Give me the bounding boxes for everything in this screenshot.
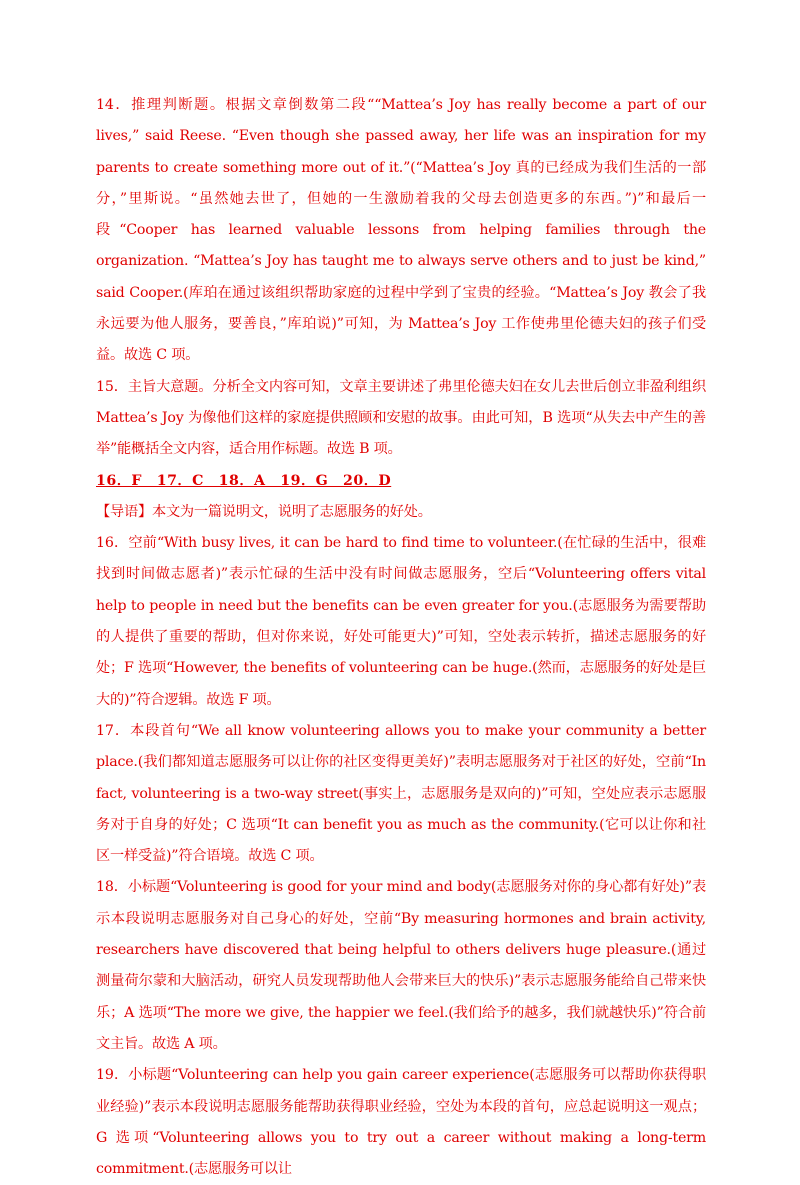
explanation-q18: 18．小标题“Volunteering is good for your mind and body(志愿服务对你的身心都有好处)”表示本段说明志愿服务对自己身心的好处，空前“By measuring hormones and brain activity, researchers have discovered that being helpful to others delivers huge pleasure.(通过测量荷尔蒙和大脑活动，研究人员发现帮助他人会带来巨大的快乐)”表示志愿服务能给自己带来快乐；A 选项“The more we give, the happier we feel.(我们给予的越多，我们就越快乐)”符合前文主旨。故选 A 项。 [96,879,706,1052]
explanation-q16: 16．空前“With busy lives, it can be hard to find time to volunteer.(在忙碌的生活中，很难找到时间做志愿者)”表示忙碌的生活中没有时间做志愿服务，空后“Volunteering offers vital help to people in need but the benefits can be even greater for you.(志愿服务为需要帮助的人提供了重要的帮助，但对你来说，好处可能更大)”可知，空处表示转折，描述志愿服务的好处；F 选项“However, the benefits of volunteering can be huge.(然而，志愿服务的好处是巨大的)”符合逻辑。故选 F 项。 [96,535,706,708]
explanation-q14: 14．推理判断题。根据文章倒数第二段““Mattea’s Joy has really become a part of our lives,” said Reese. “Even though she passed away, her life was an inspiration for my parents to create something more out of it.”(“Mattea’s Joy 真的已经成为我们生活的一部分，”里斯说。“虽然她去世了，但她的一生激励着我的父母去创造更多的东西。”)”和最后一段“Cooper has learned valuable lessons from helping families through the organization. “Mattea’s Joy has taught me to always serve others and to just be kind,” said Cooper.(库珀在通过该组织帮助家庭的过程中学到了宝贵的经验。“Mattea’s Joy 教会了我永远要为他人服务，要善良，”库珀说)”可知，为 Mattea’s Joy 工作使弗里伦德夫妇的孩子们受益。故选 C 项。 [96,97,706,364]
explanation-q19: 19．小标题“Volunteering can help you gain career experience(志愿服务可以帮助你获得职业经验)”表示本段说明志愿服务能帮助获得职业经验，空处为本段的首句，应总起说明这一观点；G 选项“Volunteering allows you to try out a career without making a long-term commitment.(志愿服务可以让 [96,1067,706,1178]
explanation-q17: 17．本段首句“We all know volunteering allows you to make your community a better place.(我们都知道志愿服务可以让你的社区变得更美好)”表明志愿服务对于社区的好处，空前“In fact, volunteering is a two-way street(事实上，志愿服务是双向的)”可知，空处应表示志愿服务对于自身的好处；C 选项“It can benefit you as much as the community.(它可以让你和社区一样受益)”符合语境。故选 C 项。 [96,722,706,865]
section-intro: 【导语】本文为一篇说明文，说明了志愿服务的好处。 [96,503,432,520]
answer-explanation-page [96,90,706,1185]
answer-key-16-20: 16．F 17．C 18．A 19．G 20．D [96,472,392,489]
explanation-q15: 15．主旨大意题。分析全文内容可知，文章主要讲述了弗里伦德夫妇在女儿去世后创立非盈利组织 Mattea’s Joy 为像他们这样的家庭提供照顾和安慰的故事。由此可知，B 选项“从失去中产生的善举”能概括全文内容，适合用作标题。故选 B 项。 [96,378,706,458]
